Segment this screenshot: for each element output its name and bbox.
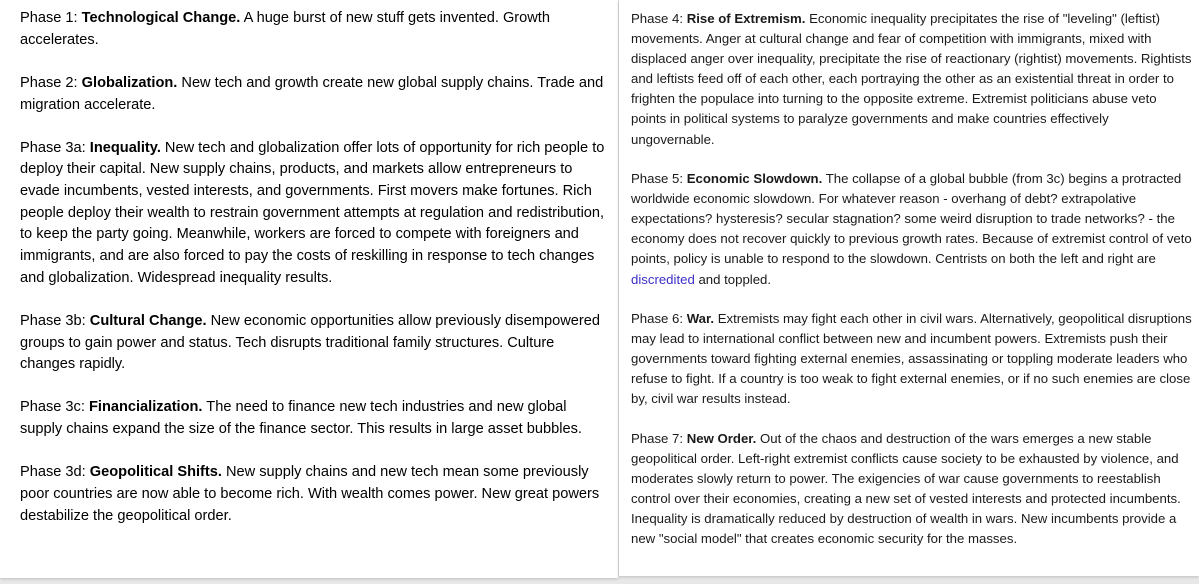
phase-prefix: Phase 7:: [631, 430, 687, 446]
phase-prefix: Phase 5:: [631, 171, 687, 187]
phase-heading: Cultural Change.: [89, 312, 207, 329]
phase-prefix: Phase 3b:: [20, 312, 90, 329]
phase-heading: Geopolitical Shifts.: [89, 464, 222, 481]
phase-prefix: Phase 6:: [631, 311, 687, 326]
phase-body: A huge burst of new stuff gets invented. Growth accelerates.: [20, 10, 550, 48]
phase-prefix: Phase 1:: [20, 10, 82, 26]
phase-heading: Technological Change.: [81, 10, 241, 26]
discredited-link[interactable]: discredited: [631, 271, 695, 287]
phase-heading: New Order.: [686, 430, 757, 446]
phase-heading: Rise of Extremism.: [686, 11, 806, 26]
phase-body: New supply chains and new tech mean some previously poor countries are now able to become rich. With wealth comes power. New great powers destabilize the geopolitical order.: [20, 464, 600, 524]
phase-6-paragraph: [631, 309, 1195, 409]
phase-body: Out of the chaos and destruction of the wars emerges a new stable geopolitical order. Left-right extremist conflicts cause society to be exhausted by violence, and moderates slowly return to power. The exigencies of war cause governments to reestablish control over their economies, creating a new set of vested interests and protected incumbents. Inequality is dramatically reduced by destruction of wealth in wars. New incumbents provide a new "social model" that creates economic security for the masses.: [631, 430, 1181, 547]
phase-3b-paragraph: [20, 311, 612, 376]
phase-body: Economic inequality precipitates the rise of "leveling" (leftist) movements. Anger at cultural change and fear of competition with immigrants, mixed with displaced anger over inequality, precipitate the rise of reactionary (rightist) movements. Rightists and leftists feed off of each other, each portraying the other as an existential threat in order to frighten the populace into turning to the opposite extreme. Extremist politicians abuse veto points in political systems to paralyze governments and make countries effectively ungovernable.: [631, 11, 1192, 147]
phase-3d-paragraph: [20, 462, 612, 527]
phase-heading: Inequality.: [89, 139, 161, 156]
phase-prefix: Phase 3c:: [20, 399, 89, 416]
phase-2-paragraph: [20, 73, 612, 116]
phase-4-paragraph: [631, 9, 1195, 150]
phase-3a-paragraph: [20, 138, 612, 290]
phase-heading: Financialization.: [88, 399, 203, 416]
phase-1-paragraph: [20, 8, 612, 51]
phase-3c-paragraph: [20, 397, 612, 440]
phase-heading: Globalization.: [81, 74, 178, 91]
phase-body: New tech and growth create new global supply chains. Trade and migration accelerate.: [20, 74, 604, 113]
phase-body: New tech and globalization offer lots of opportunity for rich people to deploy their capital. New supply chains, products, and markets allow entrepreneurs to evade incumbents, vested interests, and governments. First movers make fortunes. Rich people deploy their wealth to restrain government attempts at regulation and redistribution, to keep the party going. Meanwhile, workers are forced to compete with foreigners and immigrants, and are also forced to pay the costs of reskilling in response to tech changes and globalization. Widespread inequality results.: [20, 139, 605, 286]
phase-5-paragraph: [631, 169, 1195, 290]
phase-prefix: Phase 3d:: [20, 464, 90, 481]
phase-prefix: Phase 3a:: [20, 139, 90, 156]
phase-body: The collapse of a global bubble (from 3c) begins a protracted worldwide economic slowdown. For whatever reason - overhang of debt? extrapolative expectations? hysteresis? secular stagnation? some weird disruption to trade networks? - the economy does not recover quickly to previous growth rates. Because of extremist control of veto points, policy is unable to respond to the slowdown. Centrists on both the left and right are: [631, 171, 1192, 267]
phase-body: New economic opportunities allow previously disempowered groups to gain power and status. Tech disrupts traditional family structures. Culture changes rapidly.: [20, 312, 600, 373]
phase-body: The need to finance new tech industries and new global supply chains expand the size of the finance sector. This results in large asset bubbles.: [20, 399, 582, 438]
phase-prefix: Phase 2:: [20, 74, 82, 91]
right-text-panel: [619, 0, 1199, 576]
phase-body: Extremists may fight each other in civil wars. Alternatively, geopolitical disruptions may lead to international conflict between new and incumbent powers. Extremists push their governments toward fighting external enemies, assassinating or toppling moderate leaders who refuse to fight. If a country is too weak to fight external enemies, or if no such enemies are close by, civil war results instead.: [631, 311, 1192, 407]
phase-prefix: Phase 4:: [631, 11, 687, 26]
phase-7-paragraph: [631, 429, 1195, 550]
phase-heading: Economic Slowdown.: [686, 171, 823, 187]
phase-heading: War.: [686, 311, 715, 326]
phase-body-end: and toppled.: [694, 271, 772, 287]
